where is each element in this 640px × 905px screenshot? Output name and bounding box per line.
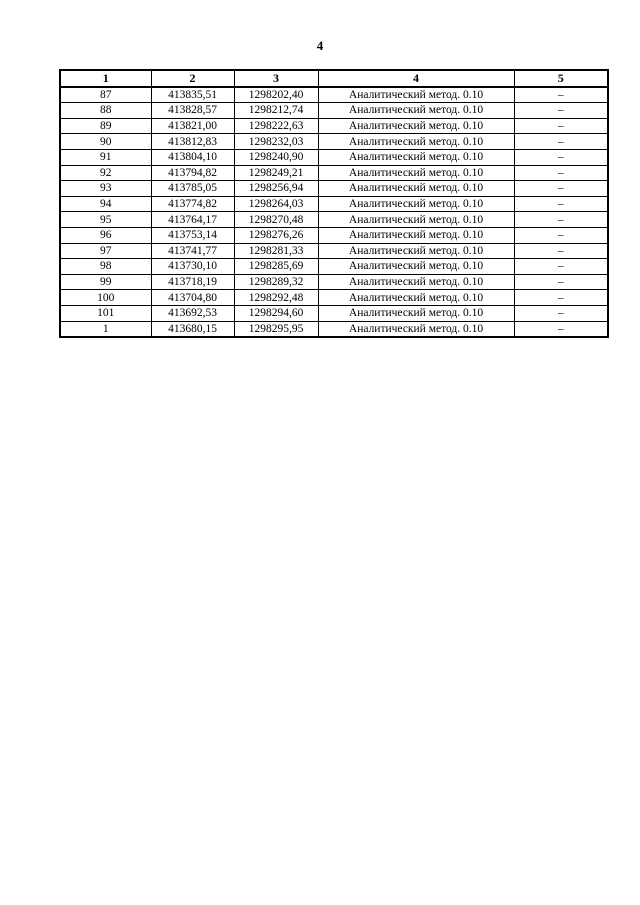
- note-cell: –: [514, 305, 608, 321]
- x-coordinate-cell: 413821,00: [151, 118, 234, 134]
- x-coordinate-cell: 413785,05: [151, 181, 234, 197]
- table-row: [60, 196, 608, 212]
- y-coordinate-cell: 1298202,40: [234, 87, 318, 103]
- method-cell: Аналитический метод. 0.10: [318, 87, 514, 103]
- note-cell: –: [514, 103, 608, 119]
- y-coordinate-cell: 1298264,03: [234, 196, 318, 212]
- method-cell: Аналитический метод. 0.10: [318, 196, 514, 212]
- coordinates-table: [59, 69, 609, 338]
- note-cell: –: [514, 149, 608, 165]
- y-coordinate-cell: 1298295,95: [234, 321, 318, 337]
- x-coordinate-cell: 413794,82: [151, 165, 234, 181]
- method-cell: Аналитический метод. 0.10: [318, 181, 514, 197]
- x-coordinate-cell: 413764,17: [151, 212, 234, 228]
- table-row: [60, 87, 608, 103]
- note-cell: –: [514, 212, 608, 228]
- x-coordinate-cell: 413680,15: [151, 321, 234, 337]
- y-coordinate-cell: 1298270,48: [234, 212, 318, 228]
- y-coordinate-cell: 1298285,69: [234, 259, 318, 275]
- table-header-row: [60, 70, 608, 87]
- point-number-cell: 88: [60, 103, 151, 119]
- x-coordinate-cell: 413753,14: [151, 227, 234, 243]
- point-number-cell: 96: [60, 227, 151, 243]
- point-number-cell: 92: [60, 165, 151, 181]
- note-cell: –: [514, 290, 608, 306]
- point-number-cell: 99: [60, 274, 151, 290]
- table-row: [60, 321, 608, 337]
- y-coordinate-cell: 1298222,63: [234, 118, 318, 134]
- note-cell: –: [514, 87, 608, 103]
- point-number-cell: 91: [60, 149, 151, 165]
- point-number-cell: 101: [60, 305, 151, 321]
- page-number: 4: [316, 38, 324, 53]
- table-body: [60, 87, 608, 338]
- method-cell: Аналитический метод. 0.10: [318, 243, 514, 259]
- note-cell: –: [514, 196, 608, 212]
- note-cell: –: [514, 259, 608, 275]
- y-coordinate-cell: 1298276,26: [234, 227, 318, 243]
- column-header-4: 4: [318, 70, 514, 87]
- method-cell: Аналитический метод. 0.10: [318, 149, 514, 165]
- table-row: [60, 243, 608, 259]
- method-cell: Аналитический метод. 0.10: [318, 227, 514, 243]
- table-row: [60, 181, 608, 197]
- column-header-3: 3: [234, 70, 318, 87]
- method-cell: Аналитический метод. 0.10: [318, 305, 514, 321]
- note-cell: –: [514, 274, 608, 290]
- table-row: [60, 134, 608, 150]
- method-cell: Аналитический метод. 0.10: [318, 212, 514, 228]
- point-number-cell: 90: [60, 134, 151, 150]
- table-row: [60, 118, 608, 134]
- x-coordinate-cell: 413774,82: [151, 196, 234, 212]
- point-number-cell: 1: [60, 321, 151, 337]
- y-coordinate-cell: 1298281,33: [234, 243, 318, 259]
- y-coordinate-cell: 1298292,48: [234, 290, 318, 306]
- y-coordinate-cell: 1298294,60: [234, 305, 318, 321]
- method-cell: Аналитический метод. 0.10: [318, 118, 514, 134]
- y-coordinate-cell: 1298256,94: [234, 181, 318, 197]
- point-number-cell: 93: [60, 181, 151, 197]
- x-coordinate-cell: 413835,51: [151, 87, 234, 103]
- note-cell: –: [514, 243, 608, 259]
- note-cell: –: [514, 227, 608, 243]
- point-number-cell: 100: [60, 290, 151, 306]
- x-coordinate-cell: 413692,53: [151, 305, 234, 321]
- x-coordinate-cell: 413812,83: [151, 134, 234, 150]
- note-cell: –: [514, 165, 608, 181]
- method-cell: Аналитический метод. 0.10: [318, 165, 514, 181]
- note-cell: –: [514, 134, 608, 150]
- method-cell: Аналитический метод. 0.10: [318, 274, 514, 290]
- y-coordinate-cell: 1298240,90: [234, 149, 318, 165]
- method-cell: Аналитический метод. 0.10: [318, 103, 514, 119]
- point-number-cell: 97: [60, 243, 151, 259]
- x-coordinate-cell: 413718,19: [151, 274, 234, 290]
- x-coordinate-cell: 413741,77: [151, 243, 234, 259]
- x-coordinate-cell: 413730,10: [151, 259, 234, 275]
- table-row: [60, 165, 608, 181]
- method-cell: Аналитический метод. 0.10: [318, 290, 514, 306]
- point-number-cell: 98: [60, 259, 151, 275]
- column-header-5: 5: [514, 70, 608, 87]
- point-number-cell: 89: [60, 118, 151, 134]
- y-coordinate-cell: 1298212,74: [234, 103, 318, 119]
- x-coordinate-cell: 413704,80: [151, 290, 234, 306]
- note-cell: –: [514, 181, 608, 197]
- method-cell: Аналитический метод. 0.10: [318, 134, 514, 150]
- y-coordinate-cell: 1298249,21: [234, 165, 318, 181]
- y-coordinate-cell: 1298232,03: [234, 134, 318, 150]
- y-coordinate-cell: 1298289,32: [234, 274, 318, 290]
- method-cell: Аналитический метод. 0.10: [318, 259, 514, 275]
- column-header-2: 2: [151, 70, 234, 87]
- x-coordinate-cell: 413828,57: [151, 103, 234, 119]
- note-cell: –: [514, 118, 608, 134]
- column-header-1: 1: [60, 70, 151, 87]
- point-number-cell: 87: [60, 87, 151, 103]
- table-row: [60, 212, 608, 228]
- table-row: [60, 274, 608, 290]
- note-cell: –: [514, 321, 608, 337]
- table-row: [60, 103, 608, 119]
- table-row: [60, 259, 608, 275]
- table-row: [60, 290, 608, 306]
- table-row: [60, 149, 608, 165]
- point-number-cell: 94: [60, 196, 151, 212]
- table-row: [60, 227, 608, 243]
- point-number-cell: 95: [60, 212, 151, 228]
- table-row: [60, 305, 608, 321]
- x-coordinate-cell: 413804,10: [151, 149, 234, 165]
- method-cell: Аналитический метод. 0.10: [318, 321, 514, 337]
